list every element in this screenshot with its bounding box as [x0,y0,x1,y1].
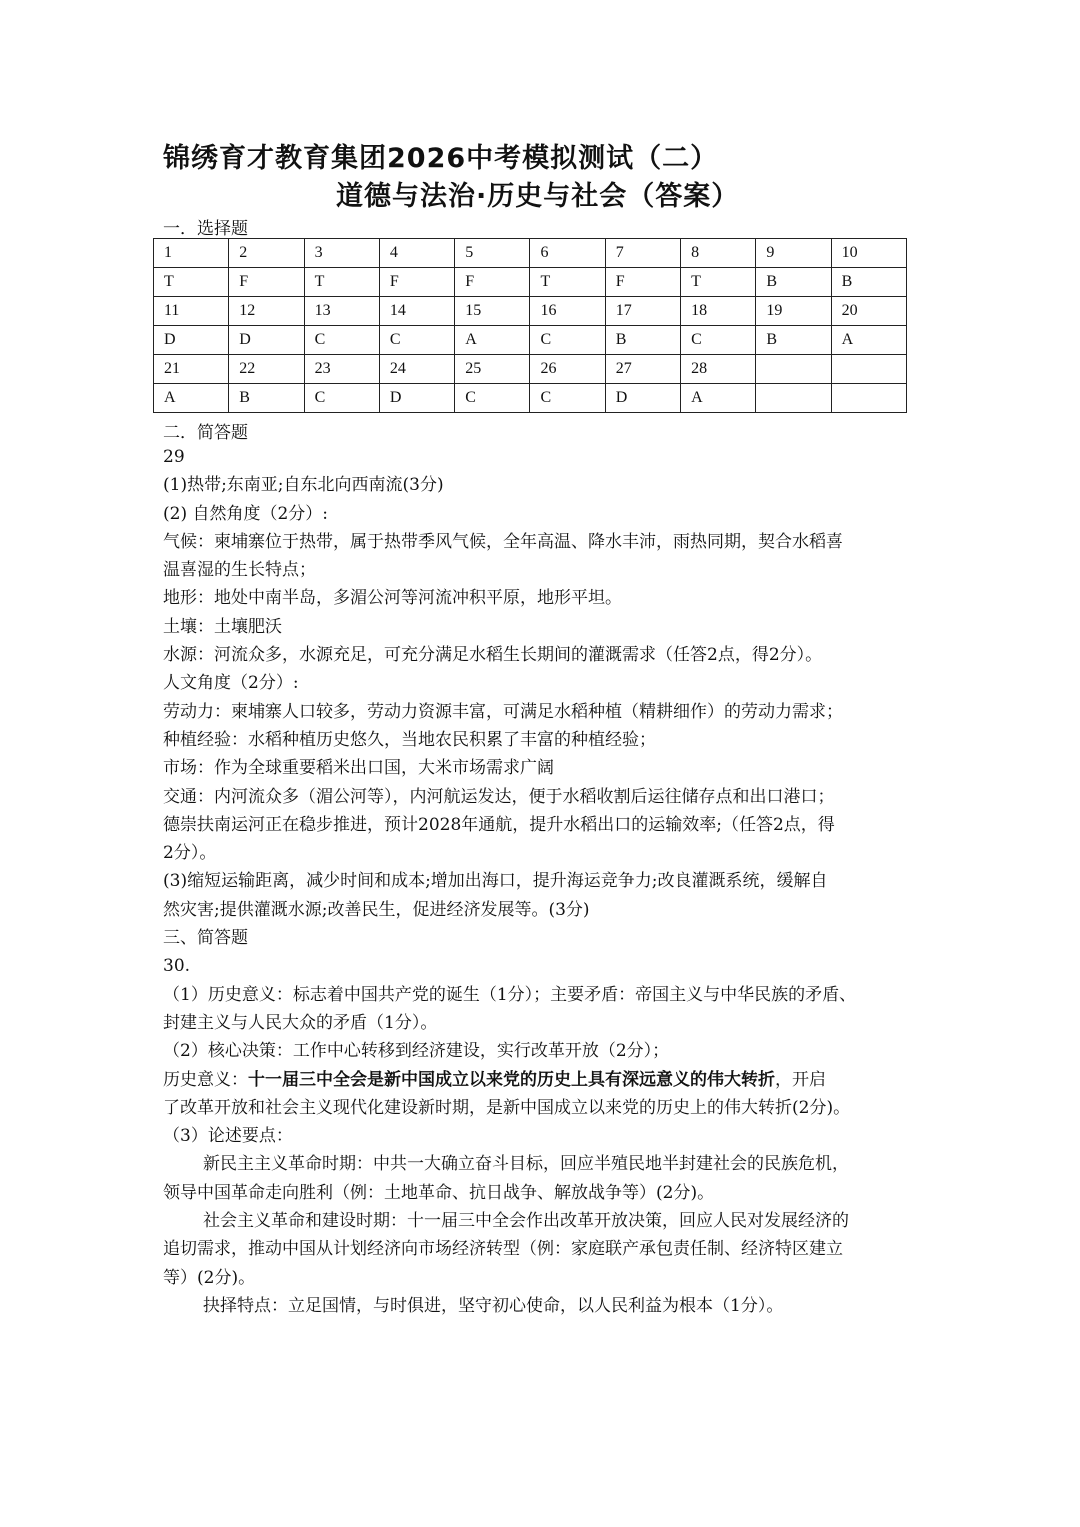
q30-line: 封建主义与人民大众的矛盾（1分）。 [163,1012,438,1033]
answer-table-cell: 8 [681,239,756,268]
section2-line: 德崇扶南运河正在稳步推进，预计2028年通航，提升水稻出口的运输效率;（任答2点，得 [163,814,835,835]
section2-line: 2分）。 [163,843,217,864]
section2-lines [163,443,923,924]
answer-table-cell: 25 [455,355,530,384]
section2-line: 土壤：土壤肥沃 [163,616,282,637]
section2-line: (1)热带;东南亚;自东北向西南流(3分) [163,475,444,496]
answer-table-cell: 5 [455,239,530,268]
answer-table-cell: 15 [455,297,530,326]
answer-table-cell [831,384,906,413]
answer-table-cell: D [379,384,454,413]
answer-table-cell: 7 [605,239,680,268]
answer-table-cell: T [530,268,605,297]
answer-table-cell: T [154,268,229,297]
answer-body [163,443,923,1320]
answer-table-cell [756,355,831,384]
answer-table-cell: 21 [154,355,229,384]
q30-bold-phrase: 十一届三中全会是新中国成立以来党的历史上具有深远意义的伟大转折 [248,1069,775,1090]
q30-line: 抉择特点：立足国情，与时俱进，坚守初心使命，以人民利益为根本（1分）。 [203,1295,784,1316]
section2-line: 水源：河流众多，水源充足，可充分满足水稻生长期间的灌溉需求（任答2点，得2分）。 [163,645,823,666]
q30-line: 追切需求，推动中国从计划经济向市场经济转型（例：家庭联产承包责任制、经济特区建立 [163,1239,843,1260]
answer-table-cell: B [605,326,680,355]
answer-table-cell: B [756,268,831,297]
q30-suffix: ，开启 [775,1069,826,1090]
q30-line: （1）历史意义：标志着中国共产党的诞生（1分）；主要矛盾：帝国主义与中华民族的矛盾、 [163,984,857,1005]
answer-table-row [154,297,907,326]
q30-line: （3）论述要点： [163,1126,293,1147]
answer-table-cell: 28 [681,355,756,384]
answer-table-cell: F [605,268,680,297]
section2-line: 交通：内河流众多（湄公河等），内河航运发达，便于水稻收割后运往储存点和出口港口； [163,786,835,807]
answer-table-cell: B [229,384,304,413]
answer-table-row [154,268,907,297]
answer-table-cell [756,384,831,413]
section2-line: 市场：作为全球重要稻米出口国，大米市场需求广阔 [163,758,554,779]
answer-table-cell: C [455,384,530,413]
q30-line-significance [163,1066,923,1094]
q30-line: 新民主主义革命时期：中共一大确立奋斗目标，回应半殖民地半封建社会的民族危机， [203,1154,849,1175]
section2-line: 29 [163,447,185,467]
answer-table-cell: A [154,384,229,413]
answer-table-cell: A [831,326,906,355]
answer-table-cell: 16 [530,297,605,326]
section2-line: 温喜湿的生长特点； [163,560,316,581]
answer-table-cell: C [530,384,605,413]
answer-table-cell: 3 [304,239,379,268]
answer-table-cell: C [530,326,605,355]
section2-line: 种植经验：水稻种植历史悠久，当地农民积累了丰富的种植经验； [163,729,656,750]
answer-table-cell: 11 [154,297,229,326]
answer-table-cell: F [379,268,454,297]
answer-table-cell: 17 [605,297,680,326]
section2-heading: 二．简答题 [163,423,248,443]
q30-line: （2）核心决策：工作中心转移到经济建设，实行改革开放（2分）； [163,1041,670,1062]
answer-table-cell: F [229,268,304,297]
answer-table-cell: D [605,384,680,413]
answer-table [153,238,907,413]
answer-table-cell [831,355,906,384]
q30-line: 等）(2分)。 [163,1267,256,1288]
answer-table-row [154,355,907,384]
answer-table-cell: D [229,326,304,355]
answer-table-cell: A [681,384,756,413]
answer-table-cell: A [455,326,530,355]
answer-table-cell: 24 [379,355,454,384]
answer-table-cell: C [379,326,454,355]
section2-line: 劳动力：柬埔寨人口较多，劳动力资源丰富，可满足水稻种植（精耕细作）的劳动力需求； [163,701,843,722]
answer-table-cell: 18 [681,297,756,326]
answer-table-cell: 13 [304,297,379,326]
answer-table-cell: 26 [530,355,605,384]
answer-table-cell: T [681,268,756,297]
q30-line: 领导中国革命走向胜利（例：土地革命、抗日战争、解放战争等）(2分)。 [163,1182,715,1203]
answer-table-cell: 12 [229,297,304,326]
answer-table-cell: 14 [379,297,454,326]
answer-table-cell: 9 [756,239,831,268]
section2-line: 人文角度（2分）: [163,673,299,694]
answer-table-cell: 20 [831,297,906,326]
answer-table-cell: F [455,268,530,297]
answer-table-cell: 10 [831,239,906,268]
answer-table-cell: T [304,268,379,297]
answer-table-cell: B [831,268,906,297]
answer-table-row [154,384,907,413]
answer-table-cell: C [304,384,379,413]
answer-table-cell: 22 [229,355,304,384]
q30-line: 了改革开放和社会主义现代化建设新时期，是新中国成立以来党的历史上的伟大转折(2分)。 [163,1097,851,1118]
section2-line: (2) 自然角度（2分）: [163,503,329,524]
section2-line: 地形：地处中南半岛，多湄公河等河流冲积平原，地形平坦。 [163,588,622,609]
q30-number: 30. [163,956,191,977]
answer-table-cell: 27 [605,355,680,384]
answer-table-row [154,326,907,355]
q30-prefix: 历史意义： [163,1069,248,1090]
answer-table-cell: 23 [304,355,379,384]
answer-table-cell: 6 [530,239,605,268]
answer-table-cell: 1 [154,239,229,268]
section2-line: 气候：柬埔寨位于热带，属于热带季风气候，全年高温、降水丰沛，雨热同期，契合水稻喜 [163,531,843,552]
section2-line: 然灾害;提供灌溉水源;改善民生，促进经济发展等。(3分) [163,899,590,920]
answer-table-cell: C [681,326,756,355]
section3-heading: 三、简答题 [163,928,248,949]
answer-table-cell: B [756,326,831,355]
answer-table-cell: 2 [229,239,304,268]
section1-heading: 一．选择题 [163,219,248,239]
answer-table-row [154,239,907,268]
section2-line: (3)缩短运输距离，减少时间和成本;增加出海口，提升海运竞争力;改良灌溉系统，缓解自 [163,871,828,892]
answer-table-cell: 4 [379,239,454,268]
q30-line: 社会主义革命和建设时期：十一届三中全会作出改革开放决策，回应人民对发展经济的 [203,1211,849,1232]
answer-table-cell: C [304,326,379,355]
doc-title-line1: 锦绣育才教育集团2026中考模拟测试（二） [163,143,719,174]
answer-table-cell: 19 [756,297,831,326]
answer-table-cell: D [154,326,229,355]
doc-title-line2: 道德与法治·历史与社会（答案） [336,181,740,212]
